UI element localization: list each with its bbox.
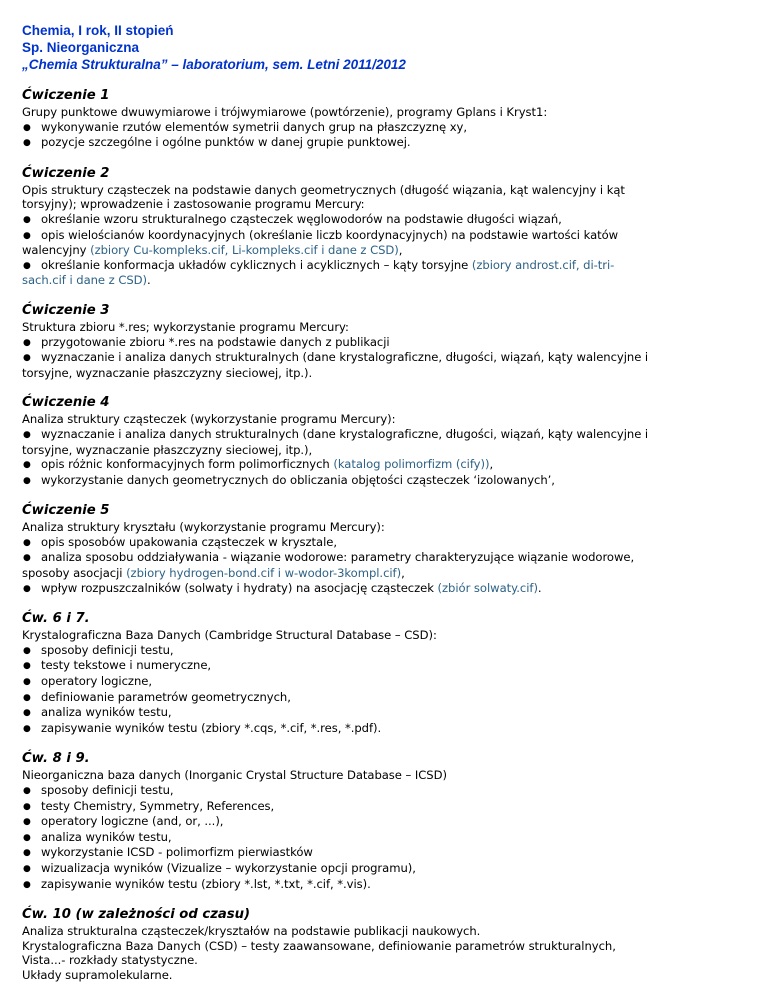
bullet-icon: ● (23, 786, 31, 796)
section-title: Ćwiczenie 2 (22, 165, 110, 181)
bullet-icon: ● (23, 677, 31, 688)
bullet-icon: ● (23, 583, 31, 594)
bullet-icon: ● (23, 848, 31, 859)
section-title: Ćwiczenie 4 (22, 395, 110, 411)
list-item: ● wpływ rozpuszczalników (solwaty i hydraty) na asocjację cząsteczek (zbiór solwaty.cif). (23, 580, 542, 595)
list-item-cont: sach.cif i dane z CSD). (22, 273, 151, 288)
paragraph-line: Układy supramolekularne. (22, 967, 173, 982)
file-reference: (zbiory hydrogen-bond.cif i w-wodor-3kompl.cif) (126, 566, 402, 581)
list-item: ● wyznaczanie i analiza danych strukturalnych (dane krystalograficzne, długości, wiązań, kąty walencyjne i (23, 426, 649, 441)
list-item: ● wizualizacja wyników (Vizualize – wykorzystanie opcji programu), (23, 860, 416, 875)
section-intro-cont: torsyjny); wprowadzenie i zastosowanie programu Mercury: (22, 197, 365, 212)
section-intro: Grupy punktowe dwuwymiarowe i trójwymiarowe (powtórzenie), programy Gplans i Kryst1: (22, 105, 548, 119)
section-intro: Opis struktury cząsteczek na podstawie danych geometrycznych (długość wiązania, kąt walencyjny i kąt (22, 182, 625, 197)
bullet-icon: ● (23, 863, 31, 874)
bullet-icon: ● (23, 832, 31, 843)
list-item: ● definiowanie parametrów geometrycznych, (23, 689, 291, 704)
bullet-icon: ● (23, 553, 31, 564)
section-intro: Analiza struktury cząsteczek (wykorzystanie programu Mercury): (22, 412, 396, 427)
list-item: ● wykorzystanie ICSD - polimorfizm pierwiastków (23, 845, 313, 860)
section-title: Ćwiczenie 1 (22, 88, 110, 103)
bullet-icon: ● (23, 817, 31, 828)
bullet-icon: ● (23, 138, 31, 149)
bullet-icon: ● (23, 353, 31, 364)
list-item: ● analiza wyników testu, (23, 829, 172, 844)
paragraph-line: Krystalograficzna Baza Danych (CSD) – testy zaawansowane, definiowanie parametrów strukturalnych, (22, 938, 616, 953)
bullet-icon: ● (23, 645, 31, 656)
list-item-cont: walencyjny (zbiory Cu-kompleks.cif, Li-kompleks.cif i dane z CSD), (22, 243, 403, 258)
list-item-cont: torsyjne, wyznaczanie płaszczyzny sieciowej, itp.), (22, 442, 313, 457)
list-item: ● wykonywanie rzutów elementów symetrii danych grup na płaszczyznę xy, (23, 119, 467, 134)
list-item: ● testy tekstowe i numeryczne, (23, 658, 212, 673)
document-page (22, 22, 750, 983)
document-header (22, 22, 750, 73)
bullet-icon: ● (23, 122, 31, 133)
file-reference: (zbiory androst.cif, di-tri- (471, 257, 615, 272)
list-item: ● pozycje szczególne i ogólne punktów w danej grupie punktowej. (23, 135, 411, 150)
bullet-icon: ● (23, 661, 31, 672)
section-title: Ćw. 6 i 7. (22, 611, 90, 627)
list-item: ● sposoby definicji testu, (23, 642, 174, 657)
list-item: ● przygotowanie zbioru *.res na podstawie danych z publikacji (23, 334, 390, 349)
section-intro: Nieorganiczna baza danych (Inorganic Crystal Structure Database – ICSD) (22, 768, 447, 783)
list-item: ● analiza sposobu oddziaływania - wiązanie wodorowe: parametry charakteryzujące wiązanie wodorowe, (23, 550, 635, 565)
bullet-icon: ● (23, 214, 31, 225)
list-item: ● określanie wzoru strukturalnego cząsteczek węglowodorów na podstawie długości wiązań, (23, 211, 562, 226)
list-item: ● wykorzystanie danych geometrycznych do obliczania objętości cząsteczek ‘izolowanych’, (23, 472, 555, 487)
list-item-cont: torsyjne, wyznaczanie płaszczyzny sieciowej, itp.). (22, 365, 313, 380)
list-item: ● operatory logiczne, (23, 674, 152, 689)
section-title: Ćwiczenie 3 (22, 302, 110, 318)
section-title: Ćwiczenie 5 (22, 503, 110, 519)
list-item: ● opis różnic konformacyjnych form polimorficznych (katalog polimorfizm (cify)), (23, 457, 494, 472)
bullet-icon: ● (23, 230, 31, 241)
file-reference: (zbiór solwaty.cif) (437, 580, 538, 595)
section-title: Ćw. 8 i 9. (22, 751, 90, 767)
bullet-icon: ● (23, 708, 31, 719)
bullet-icon: ● (23, 692, 31, 703)
section-intro: Struktura zbioru *.res; wykorzystanie programu Mercury: (22, 319, 349, 334)
bullet-icon: ● (23, 723, 31, 734)
section-exercise-8-9 (22, 749, 750, 892)
section-exercise-10 (22, 905, 750, 982)
bullet-icon: ● (23, 337, 31, 348)
section-exercise-5 (22, 501, 750, 596)
list-item-cont: sposoby asocjacji (zbiory hydrogen-bond.cif i w-wodor-3kompl.cif), (22, 566, 405, 581)
bullet-icon: ● (23, 475, 31, 486)
list-item: ● wyznaczanie i analiza danych strukturalnych (dane krystalograficzne, długości, wiązań, kąty walencyjne i (23, 350, 649, 365)
specialization: Sp. Nieorganiczna (22, 40, 140, 55)
section-exercise-1 (22, 86, 750, 151)
bullet-icon: ● (23, 260, 31, 271)
section-exercise-2 (22, 164, 750, 288)
paragraph-line: Analiza strukturalna cząsteczek/kryształów na podstawie publikacji naukowych. (22, 924, 481, 939)
section-intro: Analiza struktury kryształu (wykorzystanie programu Mercury): (22, 520, 385, 535)
bullet-icon: ● (23, 429, 31, 440)
list-item: ● analiza wyników testu, (23, 705, 172, 720)
list-item: ● zapisywanie wyników testu (zbiory *.cqs, *.cif, *.res, *.pdf). (23, 720, 382, 735)
paragraph-line: Vista...- rozkłady statystyczne. (22, 953, 198, 968)
file-reference: sach.cif i dane z CSD) (22, 273, 148, 288)
section-exercise-3 (22, 301, 750, 380)
list-item: ● opis sposobów upakowania cząsteczek w krysztale, (23, 534, 337, 549)
section-title: Ćw. 10 (w zależności od czasu) (22, 907, 251, 923)
bullet-icon: ● (23, 460, 31, 471)
bullet-icon: ● (23, 879, 31, 890)
list-item: ● zapisywanie wyników testu (zbiory *.lst, *.txt, *.cif, *.vis). (23, 876, 371, 891)
section-exercise-4 (22, 393, 750, 488)
list-item: ● opis wielościanów koordynacyjnych (określanie liczb koordynacyjnych) na podstawie wartości katów (23, 227, 619, 242)
list-item: ● testy Chemistry, Symmetry, References, (23, 798, 275, 813)
file-reference: (katalog polimorfizm (cify)) (333, 457, 490, 472)
list-item: ● operatory logiczne (and, or, ...), (23, 814, 224, 829)
section-exercise-6-7 (22, 609, 750, 736)
section-intro: Krystalograficzna Baza Danych (Cambridge Structural Database – CSD): (22, 628, 437, 643)
course-title: Chemia, I rok, II stopień (22, 23, 174, 38)
bullet-icon: ● (23, 537, 31, 548)
lab-title: „Chemia Strukturalna” – laboratorium, sem. Letni 2011/2012 (22, 57, 406, 72)
list-item: ● określanie konformacja układów cyklicznych i acyklicznych – kąty torsyjne (zbiory androst.cif, di-tri- (23, 257, 615, 272)
bullet-icon: ● (23, 801, 31, 812)
file-reference: (zbiory Cu-kompleks.cif, Li-kompleks.cif i dane z CSD) (90, 243, 399, 258)
list-item: ● sposoby definicji testu, (23, 783, 174, 797)
